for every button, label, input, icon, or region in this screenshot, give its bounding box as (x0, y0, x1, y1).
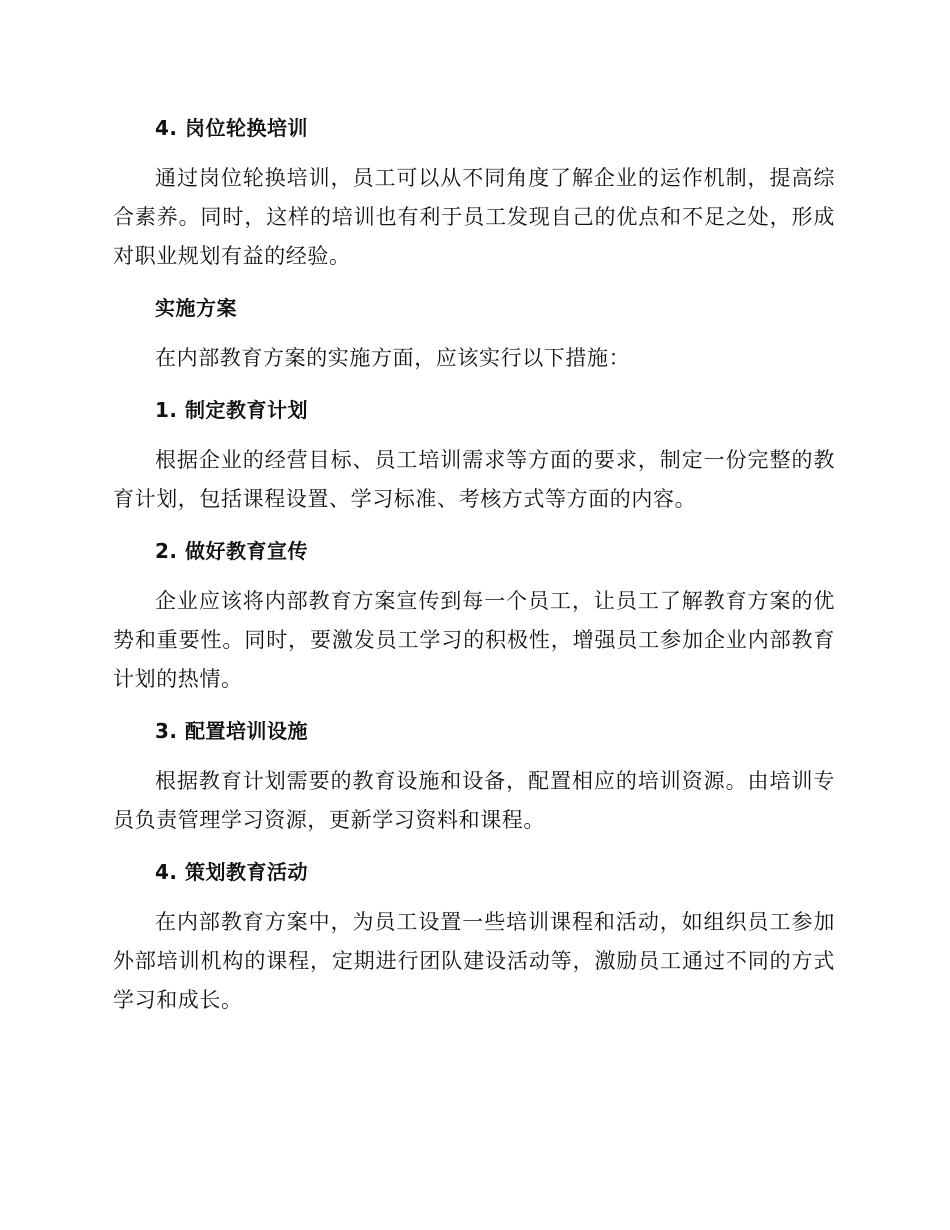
section-heading-training-facilities: 3. 配置培训设施 (155, 719, 308, 743)
document-page (113, 108, 835, 1032)
section-paragraph-education-activities: 在内部教育方案中，为员工设置一些培训课程和活动，如组织员工参加外部培训机构的课程，定期进行团队建设活动等，激励员工通过不同的方式学习和成长。 (113, 910, 835, 1012)
section-heading-education-activities: 4. 策划教育活动 (155, 860, 308, 884)
section-heading-job-rotation: 4. 岗位轮换培训 (155, 116, 308, 140)
section-paragraph-job-rotation: 通过岗位轮换培训，员工可以从不同角度了解企业的运作机制，提高综合素养。同时，这样的培训也有利于员工发现自己的优点和不足之处，形成对职业规划有益的经验。 (113, 166, 835, 268)
section-heading-implementation-plan: 实施方案 (155, 296, 237, 320)
section-heading-education-plan: 1. 制定教育计划 (155, 398, 308, 422)
section-paragraph-implementation-plan: 在内部教育方案的实施方面，应该实行以下措施： (155, 346, 631, 370)
section-paragraph-education-promotion: 企业应该将内部教育方案宣传到每一个员工，让员工了解教育方案的优势和重要性。同时，要激发员工学习的积极性，增强员工参加企业内部教育计划的热情。 (113, 589, 835, 691)
section-paragraph-training-facilities: 根据教育计划需要的教育设施和设备，配置相应的培训资源。由培训专员负责管理学习资源，更新学习资料和课程。 (113, 769, 835, 832)
section-heading-education-promotion: 2. 做好教育宣传 (155, 539, 308, 563)
section-paragraph-education-plan: 根据企业的经营目标、员工培训需求等方面的要求，制定一份完整的教育计划，包括课程设置、学习标准、考核方式等方面的内容。 (113, 448, 835, 511)
